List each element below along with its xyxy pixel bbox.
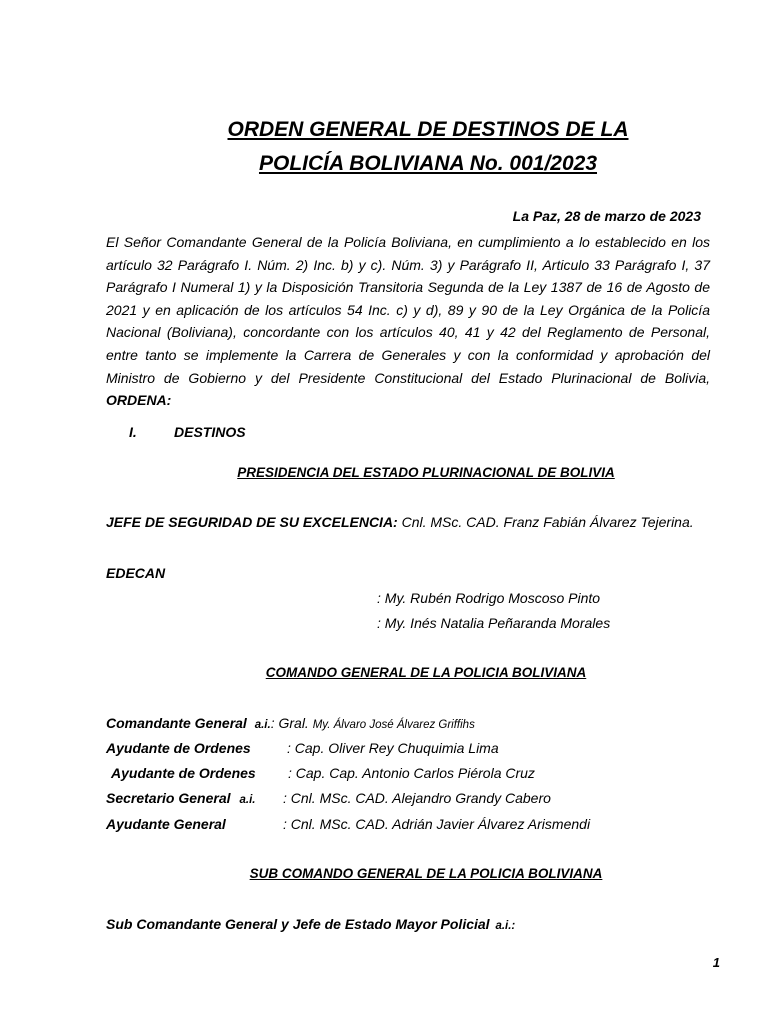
comando-row-ayudante-2-label: Ayudante de Ordenes	[111, 765, 256, 781]
edecan-label: EDECAN	[106, 565, 166, 581]
comando-row-ayudante-general-value: : Cnl. MSc. CAD. Adrián Javier Álvarez Arismendi	[283, 816, 591, 832]
jefe-seguridad-row	[106, 514, 694, 530]
jefe-seguridad-label: JEFE DE SEGURIDAD DE SU EXCELENCIA:	[106, 514, 398, 530]
comando-row-ayudante-general-label: Ayudante General	[106, 816, 226, 832]
comando-row-secretario-label: Secretario General a.i.	[106, 790, 256, 806]
comando-row-secretario-value: : Cnl. MSc. CAD. Alejandro Grandy Cabero	[283, 790, 551, 806]
preamble-text: El Señor Comandante General de la Policía Boliviana, en cumplimiento a lo establecido en los artículo 32 Parágrafo I. Núm. 2) Inc. b) y c). Núm. 3) y Parágrafo II, Articulo 33 Parágrafo I, 37 Parágrafo I Numeral 1) y la Disposición Transitoria Segunda de la Ley 1387 de 16 de Agosto de 2021 y en aplicación de los artículos 54 Inc. c) y d), 89 y 90 de la Ley Orgánica de la Policía Nacional (Boliviana), concordante con los artículos 40, 41 y 42 del Reglamento de Personal, entre tanto se implemente la Carrera de Generales y con la conformidad y aprobación del Ministro de Gobierno y del Presidente Constitucional del Estado Plurinacional de Bolivia,	[106, 234, 710, 386]
document-title-line-2: POLICÍA BOLIVIANA No. 001/2023	[258, 152, 598, 175]
comandante-label: Comandante General	[106, 715, 247, 731]
comando-row-ayudante-2-value: : Cap. Cap. Antonio Carlos Piérola Cruz	[288, 765, 535, 781]
preamble-ordena: ORDENA:	[106, 392, 172, 409]
heading-presidencia: PRESIDENCIA DEL ESTADO PLURINACIONAL DE BOLIVIA	[237, 465, 615, 480]
comando-row-ayudante-1-value: : Cap. Oliver Rey Chuquimia Lima	[287, 740, 499, 756]
document-title-line-1: ORDEN GENERAL DE DESTINOS DE LA	[227, 118, 629, 141]
edecan-1: : My. Rubén Rodrigo Moscoso Pinto	[377, 590, 601, 606]
comandante-sep: : Gral.	[270, 715, 313, 731]
document-date: La Paz, 28 de marzo de 2023	[512, 208, 701, 224]
page-number: 1	[712, 955, 720, 970]
edecan-2: : My. Inés Natalia Peñaranda Morales	[377, 615, 611, 631]
jefe-seguridad-value: Cnl. MSc. CAD. Franz Fabián Álvarez Tejerina.	[397, 514, 694, 530]
subcomando-suffix: a.i.:	[495, 920, 516, 932]
heading-subcomando: SUB COMANDO GENERAL DE LA POLICIA BOLIVIANA	[249, 866, 603, 881]
heading-comando: COMANDO GENERAL DE LA POLICIA BOLIVIANA	[265, 665, 587, 680]
subcomando-row	[106, 916, 515, 932]
comandante-value: My. Álvaro José Álvarez Griffihs	[312, 719, 475, 731]
comandante-suffix: a.i.	[254, 719, 271, 731]
preamble-paragraph	[106, 231, 710, 412]
section-number: I.	[129, 424, 137, 440]
comando-row-comandante	[106, 715, 475, 731]
section-label: DESTINOS	[174, 424, 246, 440]
subcomando-label: Sub Comandante General y Jefe de Estado Mayor Policial	[106, 916, 490, 932]
comando-row-ayudante-1-label: Ayudante de Ordenes	[106, 740, 251, 756]
